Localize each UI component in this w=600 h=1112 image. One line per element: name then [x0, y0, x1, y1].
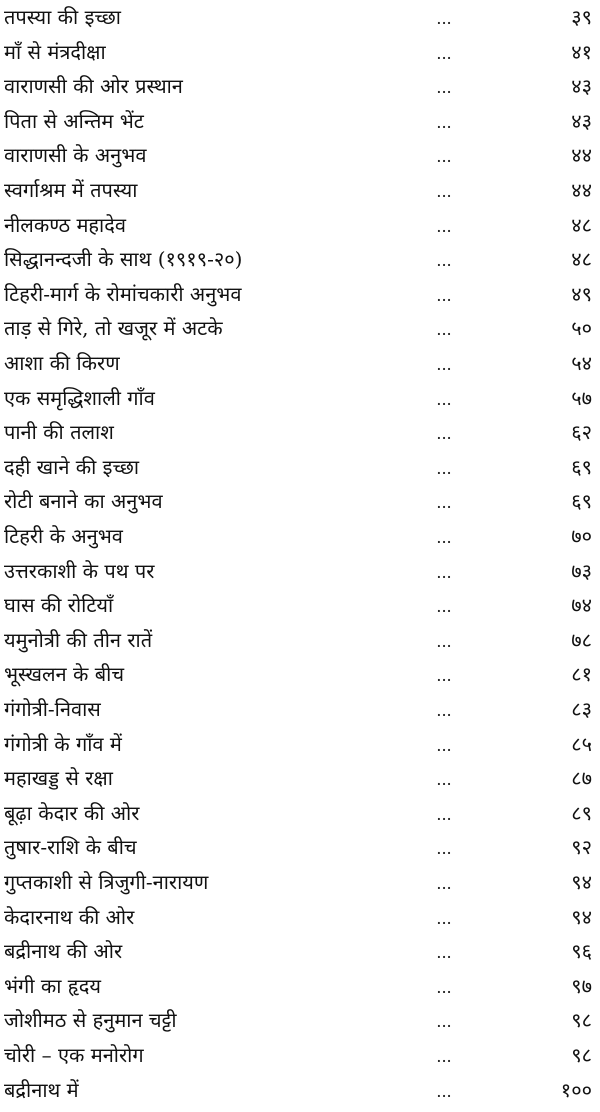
- toc-entry-separator: ...: [436, 251, 452, 271]
- toc-entry-separator: ...: [436, 631, 452, 651]
- toc-entry: [0, 35, 600, 69]
- toc-entry-title: रोटी बनाने का अनुभव: [4, 489, 163, 514]
- toc-entry-separator: ...: [436, 908, 452, 928]
- toc-entry-page-number: ८५: [571, 731, 592, 756]
- toc-entry-title: महाखड्ड से रक्षा: [4, 766, 113, 791]
- toc-entry-page-number: ९८: [571, 1008, 592, 1033]
- toc-entry: [0, 173, 600, 207]
- toc-entry: [0, 830, 600, 864]
- toc-entry-page-number: ९४: [571, 904, 592, 929]
- toc-entry-separator: ...: [436, 43, 452, 63]
- toc-entry: [0, 104, 600, 138]
- toc-entry-separator: ...: [436, 320, 452, 340]
- toc-entry-page-number: ८९: [571, 800, 592, 825]
- toc-entry-page-number: ६९: [571, 489, 592, 514]
- toc-entry-title: आशा की किरण: [4, 351, 120, 375]
- toc-entry: [0, 727, 600, 761]
- toc-entry-page-number: १००: [560, 1077, 592, 1102]
- toc-entry-page-number: ९८: [571, 1043, 592, 1067]
- toc-entry-page-number: ४१: [571, 39, 592, 64]
- toc-entry-title: बद्रीनाथ में: [4, 1077, 79, 1102]
- toc-entry: [0, 796, 600, 830]
- toc-entry-separator: ...: [436, 562, 452, 582]
- toc-entry-page-number: ६९: [571, 454, 592, 479]
- toc-entry-page-number: ४४: [571, 178, 592, 202]
- toc-entry: [0, 692, 600, 726]
- toc-entry-separator: ...: [436, 285, 452, 305]
- toc-entry-page-number: ८७: [571, 766, 592, 791]
- toc-entry: [0, 208, 600, 242]
- toc-entry: [0, 450, 600, 484]
- toc-entry-title: भूस्खलन के बीच: [4, 662, 125, 687]
- toc-entry-separator: ...: [436, 389, 452, 409]
- toc-entry-title: दही खाने की इच्छा: [4, 454, 140, 479]
- toc-entry-page-number: ४८: [571, 247, 592, 272]
- toc-entry-page-number: ३९: [571, 5, 592, 29]
- toc-entry-page-number: ९७: [571, 973, 592, 998]
- toc-entry: [0, 554, 600, 588]
- toc-entry-page-number: ५०: [571, 316, 592, 341]
- toc-entry: [0, 346, 600, 380]
- toc-entry: [0, 1073, 600, 1107]
- toc-entry-separator: ...: [436, 735, 452, 755]
- toc-entry-separator: ...: [436, 182, 452, 201]
- toc-entry-page-number: ४३: [571, 108, 592, 133]
- toc-entry: [0, 311, 600, 345]
- toc-entry-page-number: ७३: [571, 558, 592, 583]
- toc-entry: [0, 900, 600, 934]
- toc-entry-title: जोशीमठ से हनुमान चट्टी: [4, 1008, 177, 1033]
- toc-entry-title: बद्रीनाथ की ओर: [4, 939, 123, 964]
- toc-entry-separator: ...: [436, 424, 452, 444]
- toc-entry-separator: ...: [436, 493, 452, 513]
- toc-entry-separator: ...: [436, 597, 452, 617]
- toc-entry-page-number: ७४: [571, 593, 592, 618]
- toc-entry-page-number: ९४: [571, 870, 592, 894]
- toc-entry-title: उत्तरकाशी के पथ पर: [4, 558, 155, 583]
- toc-entry-separator: ...: [436, 9, 452, 28]
- toc-entry-separator: ...: [436, 1047, 452, 1066]
- toc-entry-title: पिता से अन्तिम भेंट: [4, 108, 144, 133]
- toc-entry-page-number: ८१: [571, 662, 592, 687]
- toc-entry: [0, 865, 600, 899]
- toc-entry: [0, 623, 600, 657]
- toc-entry-title: भंगी का हृदय: [4, 973, 101, 998]
- toc-entry-separator: ...: [436, 943, 452, 963]
- toc-entry-page-number: ४४: [571, 143, 592, 168]
- toc-entry: [0, 657, 600, 691]
- toc-entry-separator: ...: [436, 770, 452, 790]
- toc-entry-title: गंगोत्री के गाँव में: [4, 731, 122, 756]
- toc-entry-separator: ...: [436, 78, 452, 98]
- toc-entry-separator: ...: [436, 528, 452, 547]
- toc-entry-title: पानी की तलाश: [4, 420, 114, 445]
- toc-entry-title: गुप्तकाशी से त्रिजुगी-नारायण: [4, 870, 209, 894]
- toc-entry: [0, 242, 600, 276]
- toc-entry-title: केदारनाथ की ओर: [4, 904, 135, 929]
- toc-entry: [0, 277, 600, 311]
- toc-entry-title: टिहरी-मार्ग के रोमांचकारी अनुभव: [4, 281, 242, 306]
- toc-entry-page-number: ८३: [571, 697, 592, 721]
- toc-entry-page-number: ६२: [571, 420, 592, 445]
- toc-entry: [0, 415, 600, 449]
- toc-entry: [0, 969, 600, 1003]
- toc-entry: [0, 0, 600, 34]
- toc-entry: [0, 761, 600, 795]
- toc-entry: [0, 138, 600, 172]
- toc-entry-title: नीलकण्ठ महादेव: [4, 212, 126, 237]
- toc-entry-title: माँ से मंत्रदीक्षा: [4, 39, 106, 64]
- toc-entry-separator: ...: [436, 666, 452, 686]
- toc-entry-page-number: ४३: [571, 74, 592, 99]
- toc-entry: [0, 934, 600, 968]
- toc-entry-title: बूढ़ा केदार की ओर: [4, 800, 140, 825]
- toc-entry-title: वाराणसी की ओर प्रस्थान: [4, 74, 183, 99]
- toc-entry-title: सिद्धानन्दजी के साथ (१९१९-२०): [4, 247, 243, 272]
- toc-entry: [0, 519, 600, 553]
- toc-entry-title: वाराणसी के अनुभव: [4, 143, 147, 168]
- toc-entry-separator: ...: [436, 112, 452, 132]
- toc-entry-separator: ...: [436, 839, 452, 859]
- toc-entry-title: तपस्या की इच्छा: [4, 5, 121, 29]
- toc-entry-separator: ...: [436, 701, 452, 720]
- toc-entry-title: यमुनोत्री की तीन रातें: [4, 627, 153, 652]
- toc-entry-separator: ...: [436, 1012, 452, 1032]
- toc-entry: [0, 69, 600, 103]
- toc-entry-separator: ...: [436, 458, 452, 478]
- toc-entry-separator: ...: [436, 874, 452, 893]
- toc-entry-title: ताड़ से गिरे, तो खजूर में अटके: [4, 316, 223, 341]
- toc-entry-separator: ...: [436, 804, 452, 824]
- toc-entry: [0, 381, 600, 415]
- toc-entry: [0, 588, 600, 622]
- toc-entry-title: तुषार-राशि के बीच: [4, 835, 137, 860]
- toc-entry-separator: ...: [436, 1081, 452, 1101]
- toc-entry: [0, 1038, 600, 1072]
- toc-entry: [0, 484, 600, 518]
- toc-entry-title: टिहरी के अनुभव: [4, 524, 123, 548]
- toc-entry-page-number: ७०: [571, 524, 592, 548]
- toc-entry: [0, 1003, 600, 1037]
- toc-entry-separator: ...: [436, 147, 452, 167]
- toc-entry-page-number: ९६: [571, 939, 592, 964]
- toc-entry-title: स्वर्गाश्रम में तपस्या: [4, 178, 138, 202]
- toc-entry-title: एक समृद्धिशाली गाँव: [4, 385, 155, 410]
- toc-entry-page-number: ४८: [571, 212, 592, 237]
- toc-entry-page-number: ५४: [571, 351, 592, 375]
- toc-entry-separator: ...: [436, 216, 452, 236]
- toc-entry-page-number: ७८: [571, 627, 592, 652]
- toc-entry-separator: ...: [436, 977, 452, 997]
- toc-entry-title: घास की रोटियाँ: [4, 593, 114, 618]
- toc-entry-title: गंगोत्री-निवास: [4, 697, 101, 721]
- toc-entry-separator: ...: [436, 355, 452, 374]
- toc-entry-page-number: ४९: [571, 281, 592, 306]
- toc-entry-page-number: ९२: [571, 835, 592, 860]
- toc-entry-title: चोरी – एक मनोरोग: [4, 1043, 144, 1067]
- toc-entry-page-number: ५७: [571, 385, 592, 410]
